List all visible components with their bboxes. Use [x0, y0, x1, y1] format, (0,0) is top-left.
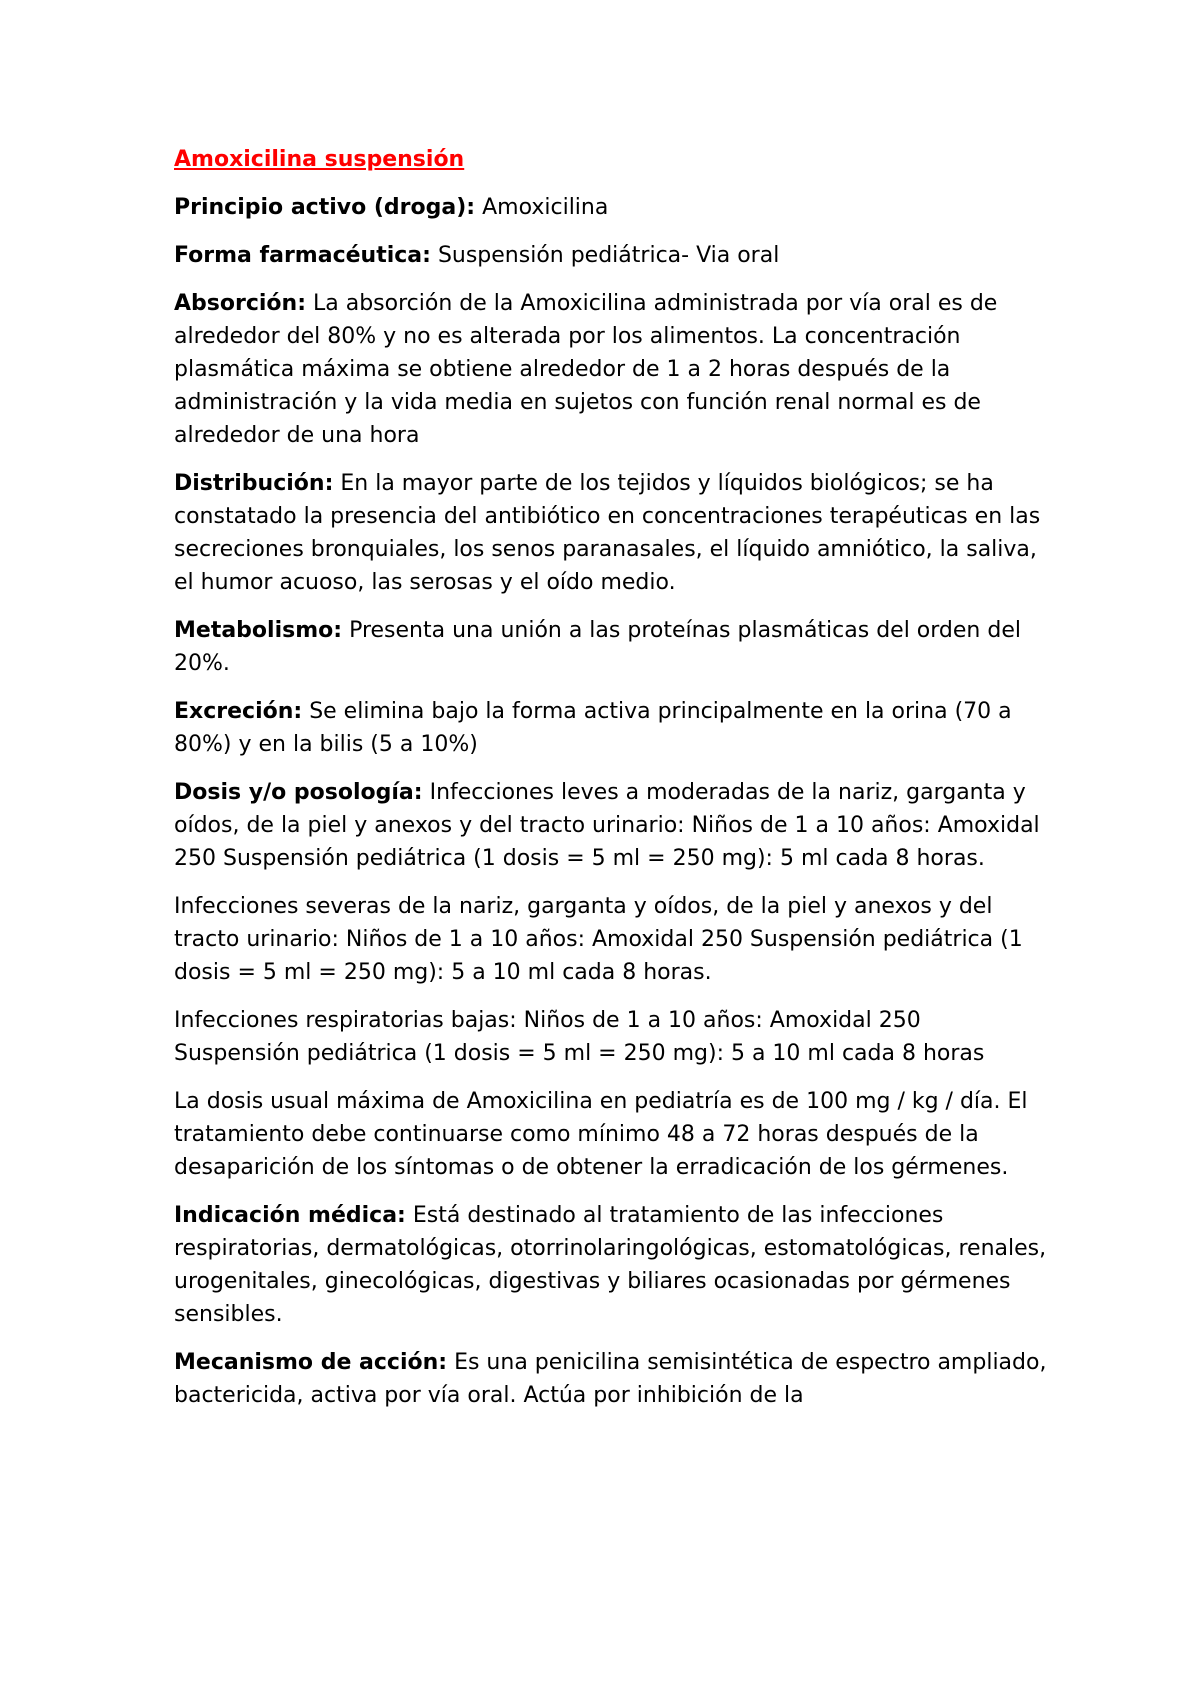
dosage-paragraph-dosis-maxima: La dosis usual máxima de Amoxicilina en pediatría es de 100 mg / kg / día. El tratamiento debe continuarse como mínimo 48 a 72 horas después de la desaparición de los síntomas o de obtener la erradicación de los gérmenes. — [174, 1089, 1028, 1180]
section-text: En la mayor parte de los tejidos y líquidos biológicos; se ha constatado la presencia del antibiótico en concentraciones terapéuticas en las secreciones bronquiales, los senos paranasales, el líquido amniótico, la saliva, el humor acuoso, las serosas y el oído medio. — [174, 471, 1041, 595]
section-text: Infecciones leves a moderadas de la nariz, garganta y oídos, de la piel y anexos y del tracto urinario: Niños de 1 a 10 años: Amoxidal 250 Suspensión pediátrica (1 dosis = 5 ml = 250 mg): 5 ml cada 8 horas. — [174, 780, 1040, 871]
section-label: Metabolismo: — [174, 618, 343, 643]
dosage-paragraph-respiratorias: Infecciones respiratorias bajas: Niños de 1 a 10 años: Amoxidal 250 Suspensión pediátrica (1 dosis = 5 ml = 250 mg): 5 a 10 ml cada 8 horas — [174, 1008, 985, 1066]
section-excrecion — [174, 695, 1050, 761]
section-text: Se elimina bajo la forma activa principalmente en la orina (70 a 80%) y en la bilis (5 a 10%) — [174, 699, 1012, 757]
section-principio-activo — [174, 191, 1050, 224]
section-text: Es una penicilina semisintética de espectro ampliado, bactericida, activa por vía oral. Actúa por inhibición de la — [174, 1350, 1047, 1408]
section-forma-farmaceutica — [174, 239, 1050, 272]
section-indicacion-medica — [174, 1199, 1050, 1331]
section-metabolismo — [174, 614, 1050, 680]
section-label: Dosis y/o posología: — [174, 780, 423, 805]
dosage-paragraph-severas: Infecciones severas de la nariz, garganta y oídos, de la piel y anexos y del tracto urinario: Niños de 1 a 10 años: Amoxidal 250 Suspensión pediátrica (1 dosis = 5 ml = 250 mg): 5 a 10 ml cada 8 horas. — [174, 894, 1023, 985]
section-label: Mecanismo de acción: — [174, 1350, 448, 1375]
section-text: Suspensión pediátrica- Via oral — [437, 243, 780, 268]
section-absorcion — [174, 287, 1050, 452]
section-label: Forma farmacéutica: — [174, 243, 431, 268]
section-label: Distribución: — [174, 471, 334, 496]
document-title: Amoxicilina suspensión — [174, 147, 465, 172]
section-label: Absorción: — [174, 291, 306, 316]
section-text: Presenta una unión a las proteínas plasmáticas del orden del 20%. — [174, 618, 1021, 676]
section-text: Amoxicilina — [482, 195, 609, 220]
section-label: Indicación médica: — [174, 1203, 406, 1228]
section-dosis — [174, 776, 1050, 875]
section-label: Excreción: — [174, 699, 303, 724]
section-text: Está destinado al tratamiento de las infecciones respiratorias, dermatológicas, otorrinolaringológicas, estomatológicas, renales, urogenitales, ginecológicas, digestivas y biliares ocasionadas por gérmenes sensibles. — [174, 1203, 1047, 1327]
document-page — [174, 143, 1050, 1427]
section-mecanismo-accion — [174, 1346, 1050, 1412]
section-label: Principio activo (droga): — [174, 195, 476, 220]
section-text: La absorción de la Amoxicilina administrada por vía oral es de alrededor del 80% y no es alterada por los alimentos. La concentración plasmática máxima se obtiene alrededor de 1 a 2 horas después de la administración y la vida media en sujetos con función renal normal es de alrededor de una hora — [174, 291, 998, 448]
section-distribucion — [174, 467, 1050, 599]
